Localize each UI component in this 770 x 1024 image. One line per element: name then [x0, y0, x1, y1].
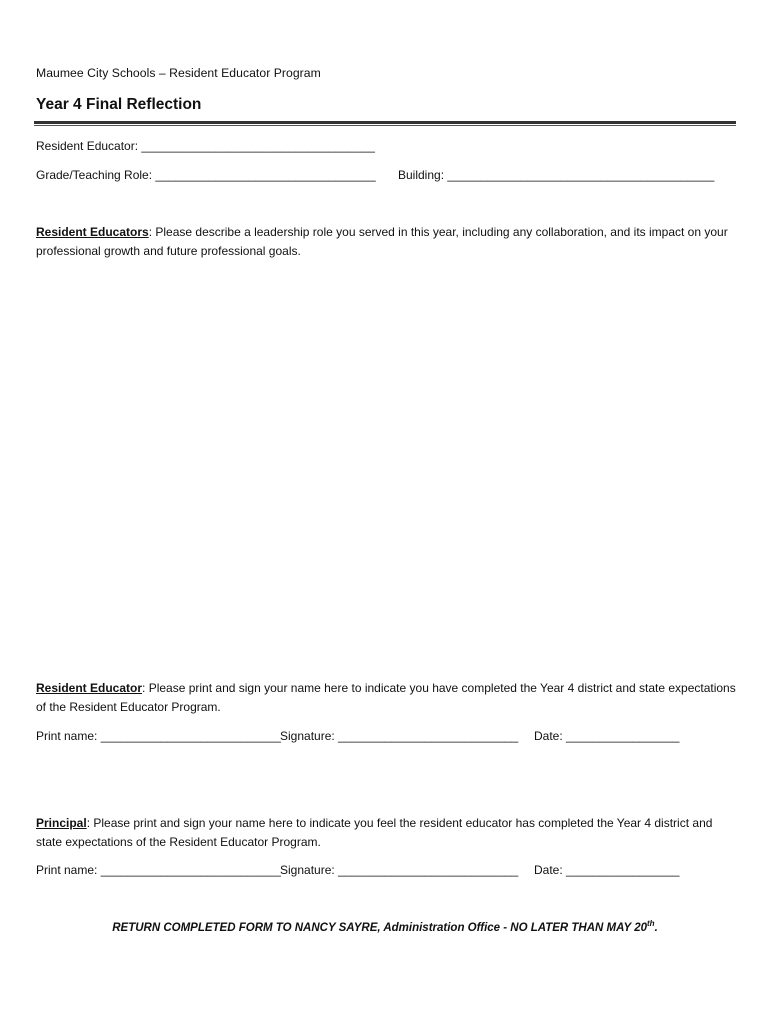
principal-attestation-lead: Principal	[36, 816, 87, 830]
reflection-prompt-text: : Please describe a leadership role you served in this year, including any collaboration, and its impact on your professional growth and future professional goals.	[36, 225, 728, 258]
resident-attestation-text	[36, 679, 736, 717]
return-instructions-ordinal: th	[647, 919, 655, 929]
principal-attestation-body: : Please print and sign your name here to indicate you feel the resident educator has completed the Year 4 district and state expectations of the Resident Educator Program.	[36, 816, 713, 849]
return-instructions	[0, 919, 770, 937]
resident-print-name-field[interactable]: Print name: ___________________________	[36, 729, 281, 743]
page-title: Year 4 Final Reflection	[36, 96, 202, 113]
reflection-prompt	[36, 223, 736, 261]
title-divider-thin	[34, 125, 736, 126]
return-instructions-text: RETURN COMPLETED FORM TO NANCY SAYRE, Administration Office - NO LATER THAN MAY 20	[112, 922, 648, 934]
return-instructions-end: .	[654, 922, 658, 934]
resident-signature-field[interactable]: Signature: ___________________________	[280, 729, 519, 743]
principal-attestation-text	[36, 814, 736, 852]
principal-print-name-field[interactable]: Print name: ___________________________	[36, 863, 281, 877]
resident-educator-field[interactable]: Resident Educator: ___________________________________	[36, 139, 375, 153]
grade-teaching-role-field[interactable]: Grade/Teaching Role: _________________________________	[36, 168, 376, 182]
title-divider	[34, 121, 736, 124]
resident-attestation-lead: Resident Educator	[36, 681, 143, 695]
principal-signature-field[interactable]: Signature: ___________________________	[280, 863, 519, 877]
organization-header: Maumee City Schools – Resident Educator Program	[36, 66, 321, 80]
resident-date-field[interactable]: Date: _________________	[534, 729, 680, 743]
resident-attestation-body: : Please print and sign your name here to indicate you have completed the Year 4 district and state expectations of the Resident Educator Program.	[36, 681, 736, 714]
principal-date-field[interactable]: Date: _________________	[534, 863, 680, 877]
reflection-prompt-lead: Resident Educators	[36, 225, 149, 239]
reflection-response-area[interactable]	[36, 268, 736, 668]
building-field[interactable]: Building: ________________________________________	[398, 168, 715, 182]
